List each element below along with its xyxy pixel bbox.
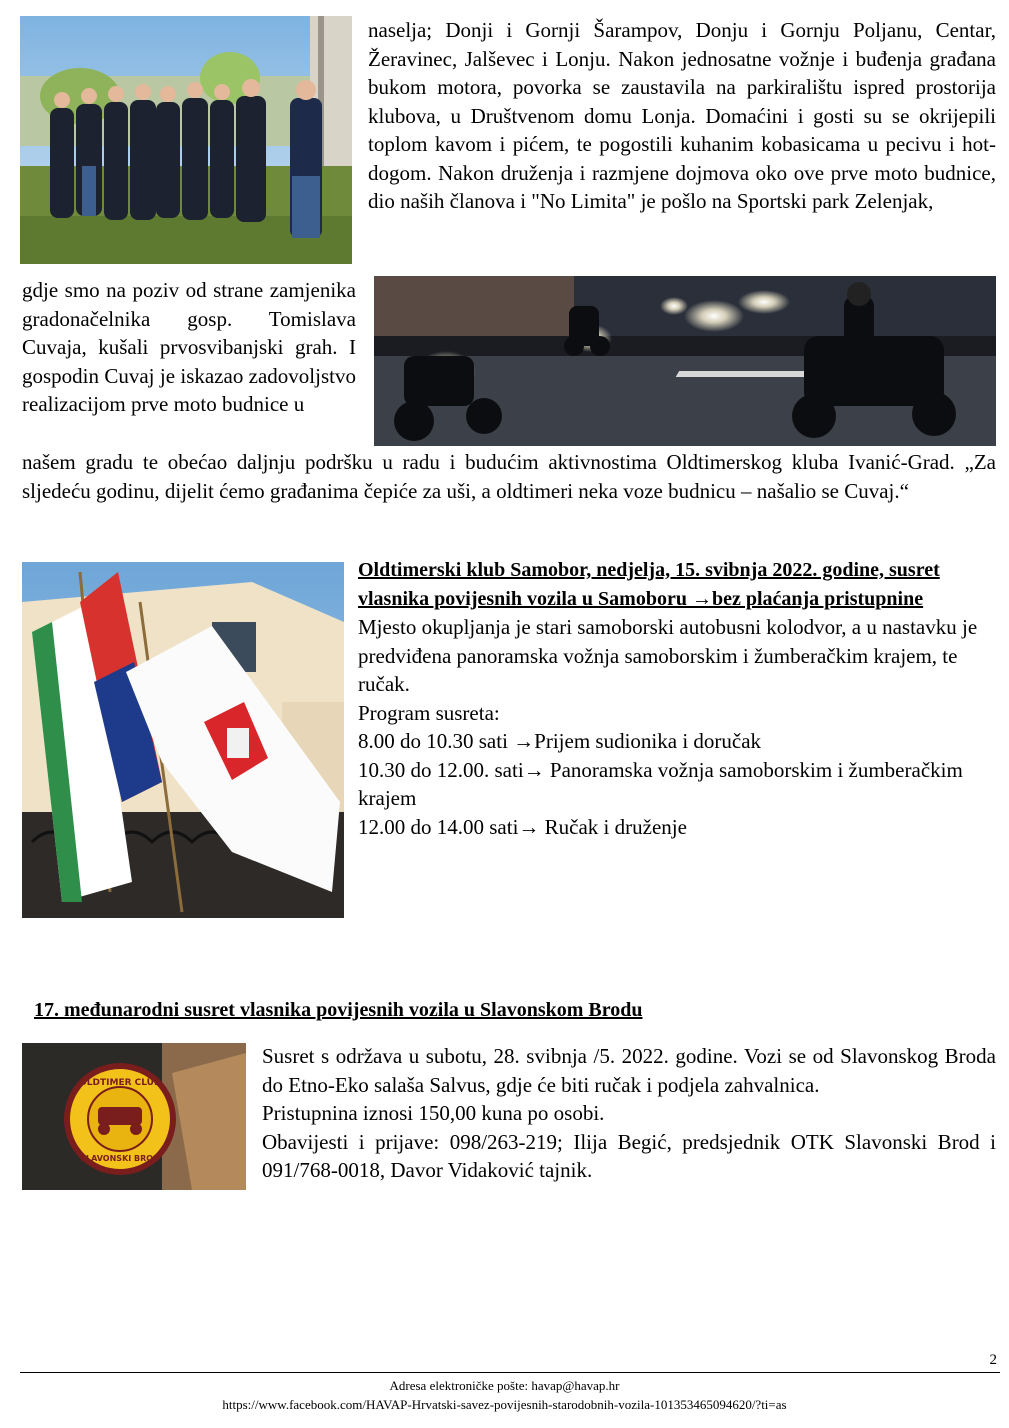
- samobor-event-line: 10.30 do 12.00. sati→ Panoramska vožnja samoborskim i žumberačkim krajem: [358, 757, 963, 810]
- samobor-event-block: [358, 556, 998, 841]
- samobor-event-line: 8.00 do 10.30 sati →Prijem sudionika i doručak: [358, 729, 762, 753]
- paragraph-text: gdje smo na poziv od strane zamjenika gradonačelnika gosp. Tomislava Cuvaja, kušali prvosvibanjski grah. I gospodin Cuvaj je iskazao zadovoljstvo realizacijom prve moto budnice u: [22, 278, 356, 416]
- page-number: 2: [989, 1352, 997, 1368]
- flags-illustration: [22, 562, 344, 918]
- moto-parade-illustration: [374, 276, 996, 446]
- slavonski-brod-line: Pristupnina iznosi 150,00 kuna po osobi.: [262, 1101, 605, 1125]
- club-logo-illustration: [22, 1043, 246, 1190]
- moto-parade-photo: [374, 276, 996, 446]
- logo-text-top: OLDTIMER CLUB: [79, 1078, 161, 1088]
- samobor-event-line: 12.00 do 14.00 sati→ Ručak i druženje: [358, 814, 687, 839]
- logo-text-bottom: SLAVONSKI BROD: [80, 1154, 160, 1163]
- group-photo-illustration: [20, 16, 352, 264]
- slavonski-brod-line: Obavijesti i prijave: 098/263-219; Ilija Begić, predsjednik OTK Slavonski Brod i 091/768-0018, Davor Vidaković tajnik.: [262, 1129, 996, 1182]
- samobor-event-heading: Oldtimerski klub Samobor, nedjelja, 15. svibnja 2022. godine, susret vlasnika povijesnih vozila u Samoboru →bez plaćanja pristupnine: [358, 559, 940, 610]
- slavonski-brod-heading: 17. međunarodni susret vlasnika povijesnih vozila u Slavonskom Brodu: [34, 999, 643, 1021]
- paragraph-text: naselja; Donji i Gornji Šarampov, Donju i Gornju Poljanu, Centar, Žeravinec, Jalševec i Lonju. Nakon jednosatne vožnje i buđenja građana bukom motora, povorka se zaustavila na parkiralištu ispred prostorija klubova, u Društvenom domu Lonja. Domaćini i gosti su se okrijepili toplom kavom i pićem, te pogostili kuhanim kobasicama u pecivu i hot-dogom. Nakon druženja i razmjene dojmova oko ove prve moto budnice, dio naših članova i "No Limita" je pošlo na Sportski park Zelenjak,: [368, 18, 996, 213]
- group-photo: [20, 16, 352, 264]
- samobor-event-body: [358, 613, 998, 841]
- slavonski-brod-heading-wrap: [34, 996, 994, 1025]
- footer-divider: [20, 1372, 1000, 1373]
- article-paragraph-bottom: [22, 448, 996, 505]
- paragraph-text: našem gradu te obećao daljnju podršku u radu i budućim aktivnostima Oldtimerskog kluba Ivanić-Grad. „Za sljedeću godinu, dijelit ćemo građanima čepiće za uši, a oldtimeri neka voze budnicu – našalio se Cuvaj.“: [22, 450, 996, 503]
- samobor-event-line: Program susreta:: [358, 700, 500, 725]
- slavonski-brod-line: Susret s održava u subotu, 28. svibnja /5. 2022. godine. Vozi se od Slavonskog Broda do Etno-Eko salaša Salvus, gdje će biti ručak i podjela zahvalnica.: [262, 1044, 996, 1097]
- slavonski-brod-body: [262, 1042, 996, 1185]
- footer-url-link[interactable]: https://www.facebook.com/HAVAP-Hrvatski-savez-povijesnih-starodobnih-vozila-101353465094620/?ti=as: [222, 1397, 787, 1412]
- club-logo-photo: [22, 1043, 246, 1190]
- footer-email: Adresa elektroničke pošte: havap@havap.hr: [389, 1378, 620, 1393]
- flags-photo: [22, 562, 344, 918]
- article-paragraph-middle: [22, 276, 356, 419]
- samobor-event-line: Mjesto okupljanja je stari samoborski autobusni kolodvor, a u nastavku je predviđena panoramska vožnja samoborskim i žumberačkim krajem, te ručak.: [358, 615, 978, 696]
- article-paragraph-top: [368, 16, 996, 216]
